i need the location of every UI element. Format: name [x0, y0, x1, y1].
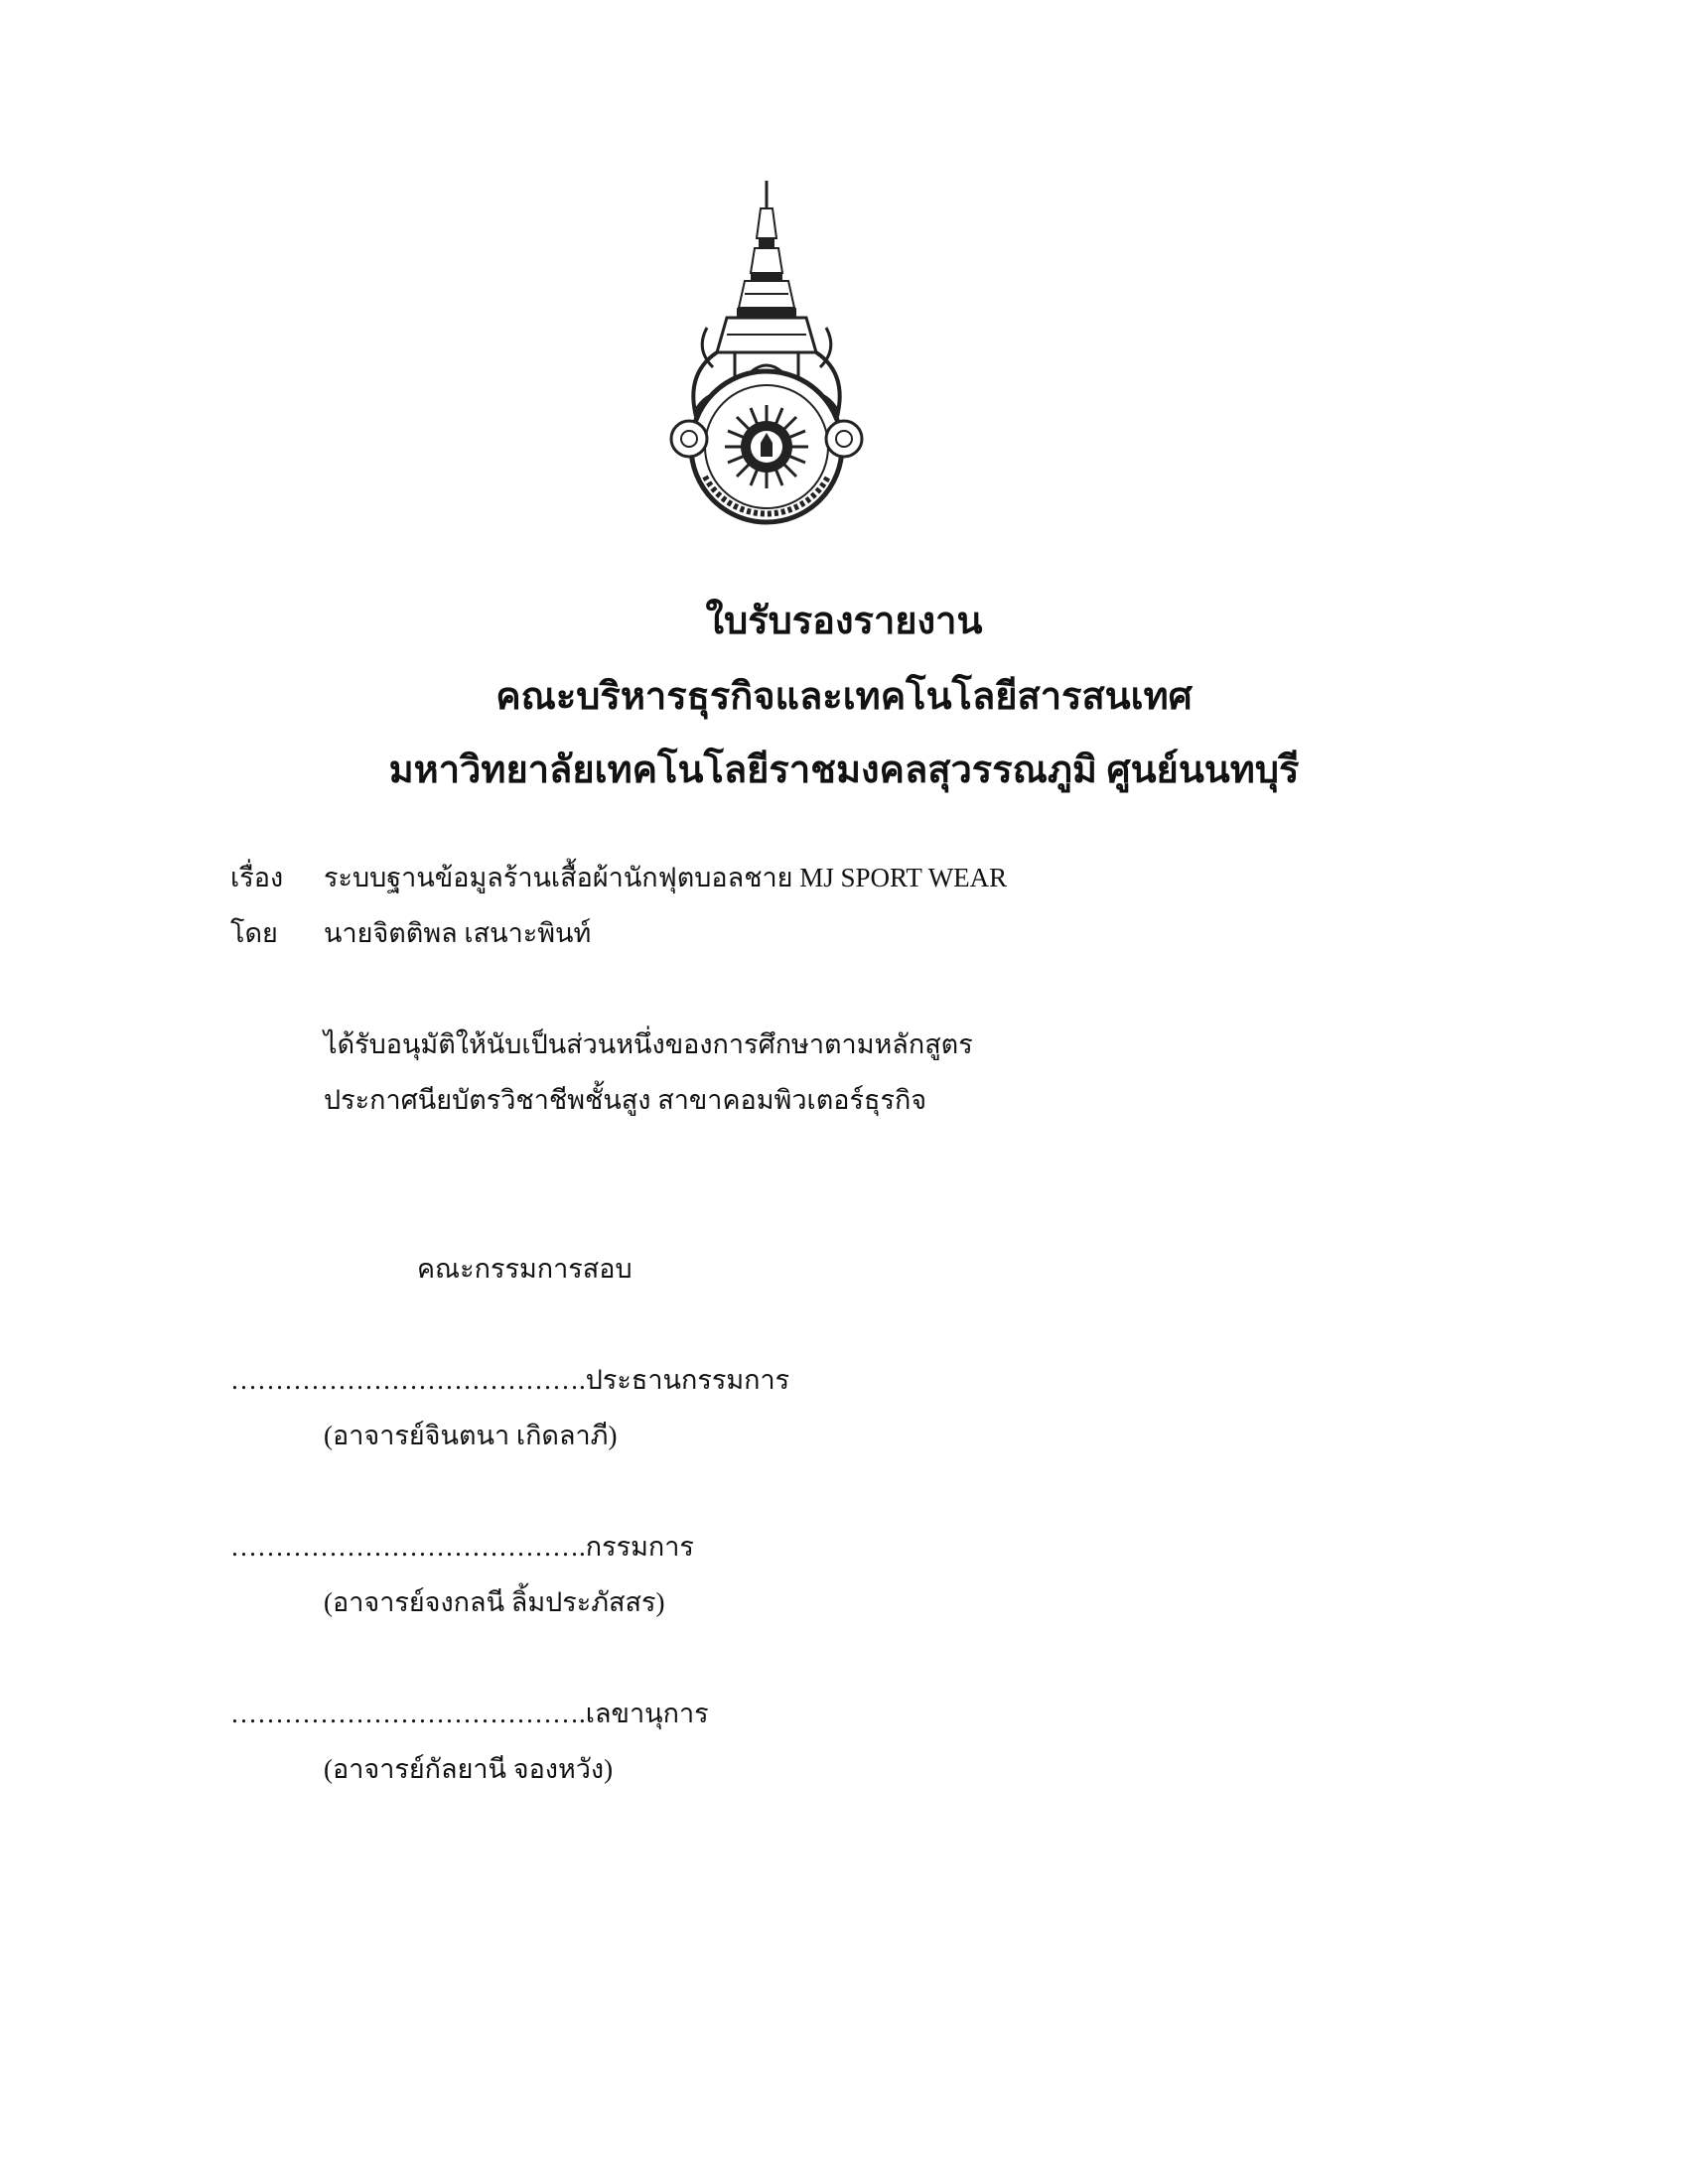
- signature-line-chairman: ………………………………….ประธานกรรมการ: [230, 1365, 790, 1395]
- signatory-name-member: (อาจารย์จงกลนี ลิ้มประภัสสร): [324, 1587, 665, 1617]
- signatory-name-secretary: (อาจารย์กัลยานี จองหวัง): [324, 1754, 614, 1784]
- subject-label: เรื่อง: [230, 863, 284, 892]
- approval-line-2: ประกาศนียบัตรวิชาชีพชั้นสูง สาขาคอมพิวเตอร์ธุรกิจ: [324, 1085, 927, 1115]
- certificate-title: ใบรับรองรายงาน: [705, 601, 983, 642]
- author-label: โดย: [230, 918, 278, 948]
- subject-value: ระบบฐานข้อมูลร้านเสื้อผ้านักฟุตบอลชาย MJ SPORT WEAR: [324, 863, 1008, 892]
- author-value: นายจิตติพล เสนาะพินท์: [324, 918, 592, 948]
- faculty-name: คณะบริหารธุรกิจและเทคโนโลยีสารสนเทศ: [495, 676, 1193, 718]
- university-name: มหาวิทยาลัยเทคโนโลยีราชมงคลสุวรรณภูมิ ศูนย์นนทบุรี: [388, 750, 1300, 791]
- university-seal-icon: [667, 179, 866, 526]
- approval-line-1: ได้รับอนุมัติให้นับเป็นส่วนหนึ่งของการศึกษาตามหลักสูตร: [324, 1029, 973, 1059]
- signature-line-secretary: ………………………………….เลขานุการ: [230, 1699, 709, 1728]
- committee-heading: คณะกรรมการสอบ: [417, 1254, 633, 1284]
- signatory-name-chairman: (อาจารย์จินตนา เกิดลาภี): [324, 1421, 618, 1450]
- signature-line-member: ………………………………….กรรมการ: [230, 1532, 694, 1562]
